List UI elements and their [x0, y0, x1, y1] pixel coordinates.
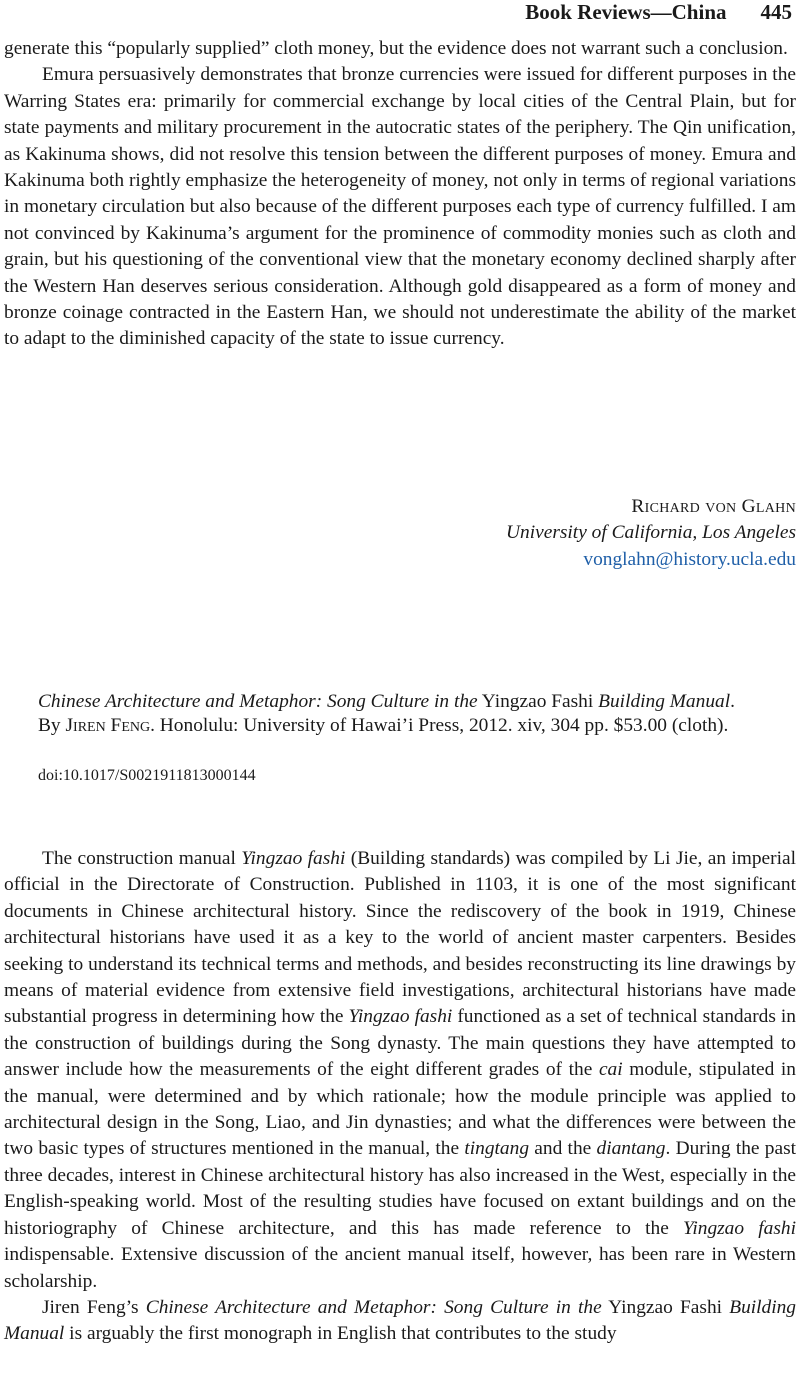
book-author: Jiren Feng	[65, 715, 151, 736]
book-publication: . Honolulu: University of Hawai’i Press, 2012. xiv, 304 pp. $53.00 (cloth).	[150, 715, 729, 736]
book-citation	[38, 690, 760, 738]
book-title-part: Chinese Architecture and Metaphor: Song Culture in the	[38, 691, 478, 712]
reviewer-institution: University of California, Los Angeles	[506, 522, 796, 544]
reviewer-signature	[506, 494, 796, 573]
book-title-part: Building Manual	[598, 691, 731, 712]
review-body	[4, 846, 796, 1348]
review-continuation	[4, 36, 796, 353]
paragraph: Emura persuasively demonstrates that bronze currencies were issued for different purposes in the Warring States era: primarily for commercial exchange by local cities of the Central Plain, but for state payments and military procurement in the autocratic states of the periphery. The Qin unification, as Kakinuma shows, did not resolve this tension between the different purposes of money. Emura and Kakinuma both rightly emphasize the heterogeneity of money, not only in terms of regional variations in monetary circulation but also because of the different purposes each type of currency fulfilled. I am not convinced by Kakinuma’s argument for the prominence of commodity monies such as cloth and grain, but his questioning of the conventional view that the monetary economy declined sharply after the Western Han deserves serious consideration. Although gold disappeared as a form of money and bronze coinage contracted in the Eastern Han, we should not underestimate the ability of the market to adapt to the diminished capacity of the state to issue currency.	[4, 64, 796, 350]
book-doi: doi:10.1017/S0021911813000144	[38, 767, 256, 784]
paragraph: The construction manual Yingzao fashi (Building standards) was compiled by Li Jie, an imperial official in the Directorate of Construction. Published in 1103, it is one of the most significant documents in Chinese architectural history. Since the rediscovery of the book in 1919, Chinese architectural historians have used it as a key to the world of ancient master carpenters. Besides seeking to understand its technical terms and methods, and besides reconstructing its line drawings by means of material evidence from extensive field investigations, architectural historians have made substantial progress in determining how the Yingzao fashi functioned as a set of technical standards in the construction of buildings during the Song dynasty. The main questions they have attempted to answer include how the measurements of the eight different grades of the cai module, stipulated in the manual, were determined and by which rationale; how the module principle was applied to architectural design in the Song, Liao, and Jin dynasties; and what the differences were between the two basic types of structures mentioned in the manual, the tingtang and the diantang. During the past three decades, interest in Chinese architectural history has also increased in the West, especially in the English-speaking world. Most of the resulting studies have focused on extant buildings and on the historiography of Chinese architecture, and this has made reference to the Yingzao fashi indispensable. Extensive discussion of the ancient manual itself, however, has been rare in Western scholarship.	[4, 848, 797, 1292]
paragraph: Jiren Feng’s Chinese Architecture and Metaphor: Song Culture in the Yingzao Fashi Building Manual is arguably the first monograph in English that contributes to the study	[4, 1296, 797, 1345]
paragraph: generate this “popularly supplied” cloth money, but the evidence does not warrant such a conclusion.	[4, 38, 788, 59]
page-number: 445	[760, 0, 792, 24]
book-title-part: Yingzao Fashi	[481, 691, 594, 712]
book-by: . By	[38, 691, 735, 736]
reviewer-email-link[interactable]: vonglahn@history.ucla.edu	[583, 548, 796, 570]
running-header	[525, 0, 792, 26]
running-title: Book Reviews—China	[525, 0, 727, 24]
reviewer-name: Richard von Glahn	[631, 496, 796, 517]
